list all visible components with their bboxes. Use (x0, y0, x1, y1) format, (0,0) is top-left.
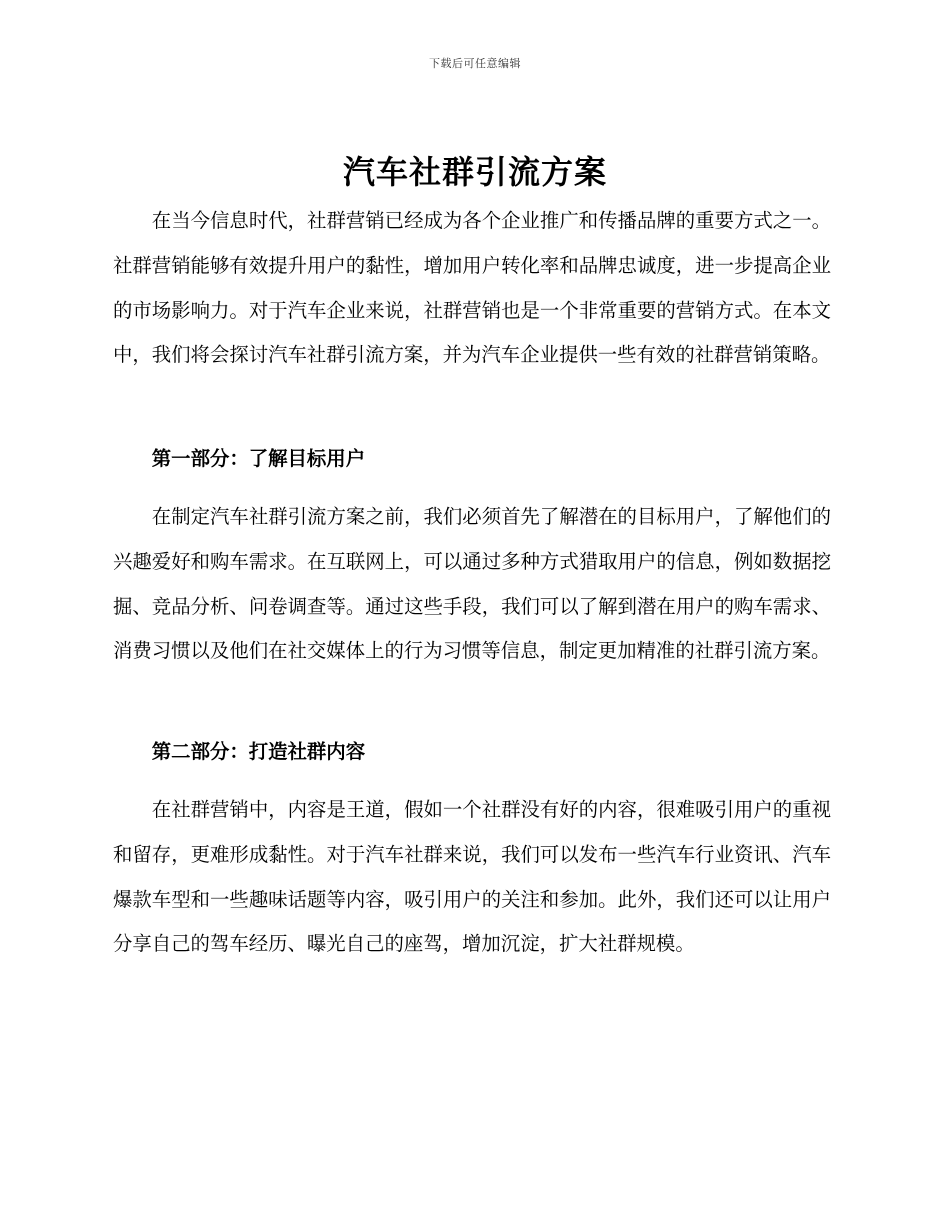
section-1-heading: 第一部分：了解目标用户 (151, 447, 366, 470)
section-2-heading: 第二部分：打造社群内容 (151, 740, 366, 763)
section-2-paragraph: 在社群营销中，内容是王道，假如一个社群没有好的内容，很难吸引用户的重视和留存，更难形成黏性。对于汽车社群来说，我们可以发布一些汽车行业资讯、汽车爆款车型和一些趣味话题等内容，吸引用户的关注和参加。此外，我们还可以让用户分享自己的驾车经历、曝光自己的座驾，增加沉淀，扩大社群规模。 (113, 798, 831, 956)
document-title: 汽车社群引流方案 (342, 153, 607, 191)
section-1-paragraph: 在制定汽车社群引流方案之前，我们必须首先了解潜在的目标用户，了解他们的兴趣爱好和购车需求。在互联网上，可以通过多种方式猎取用户的信息，例如数据挖掘、竞品分析、问卷调查等。通过这些手段，我们可以了解到潜在用户的购车需求、消费习惯以及他们在社交媒体上的行为习惯等信息，制定更加精准的社群引流方案。 (113, 505, 831, 663)
intro-paragraph: 在当今信息时代，社群营销已经成为各个企业推广和传播品牌的重要方式之一。社群营销能够有效提升用户的黏性，增加用户转化率和品牌忠诚度，进一步提高企业的市场影响力。对于汽车企业来说，社群营销也是一个非常重要的营销方式。在本文中，我们将会探讨汽车社群引流方案，并为汽车企业提供一些有效的社群营销策略。 (113, 209, 831, 367)
header-note: 下载后可任意编辑 (429, 57, 521, 70)
